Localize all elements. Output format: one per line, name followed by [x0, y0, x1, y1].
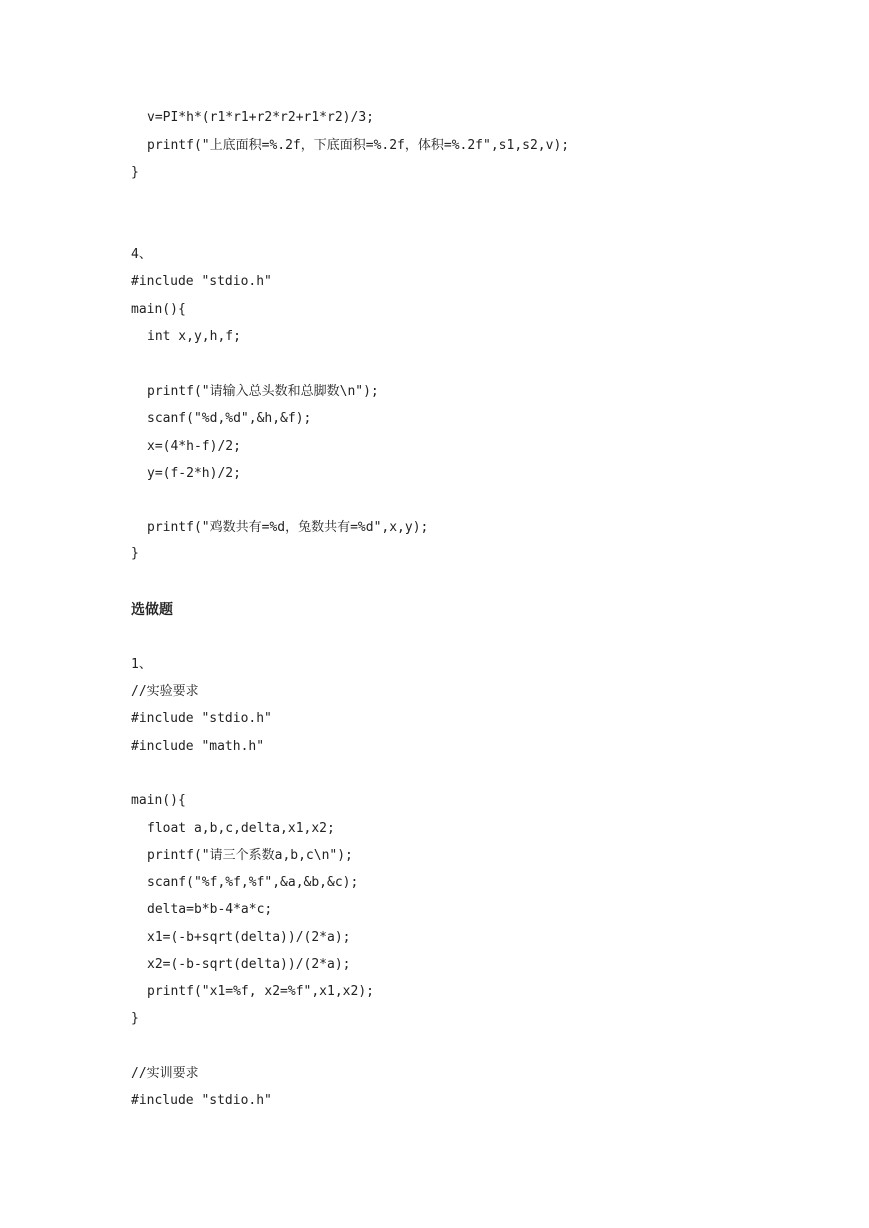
code-line: int x,y,h,f;: [147, 329, 241, 344]
code-line: printf("x1=%f, x2=%f",x1,x2);: [147, 984, 374, 999]
code-comment: //实验要求: [131, 684, 199, 699]
code-line: }: [131, 165, 139, 180]
section-label: 4、: [131, 247, 152, 262]
code-line: #include "stdio.h": [131, 1093, 272, 1108]
section-heading: 选做题: [131, 602, 173, 618]
section-label: 1、: [131, 657, 152, 672]
code-line: x2=(-b-sqrt(delta))/(2*a);: [147, 957, 351, 972]
code-line: x=(4*h-f)/2;: [147, 439, 241, 454]
code-line: y=(f-2*h)/2;: [147, 466, 241, 481]
code-line: main(){: [131, 793, 186, 808]
code-line: printf("请输入总头数和总脚数\n");: [147, 384, 379, 399]
code-line: float a,b,c,delta,x1,x2;: [147, 821, 335, 836]
code-line: printf("鸡数共有=%d，兔数共有=%d",x,y);: [147, 520, 429, 535]
code-line: #include "stdio.h": [131, 274, 272, 289]
code-line: #include "math.h": [131, 739, 265, 754]
code-line: main(){: [131, 302, 186, 317]
code-line: printf("请三个系数a,b,c\n");: [147, 848, 353, 863]
code-line: }: [131, 546, 139, 561]
code-line: v=PI*h*(r1*r1+r2*r2+r1*r2)/3;: [147, 110, 374, 125]
code-line: delta=b*b-4*a*c;: [147, 902, 273, 917]
code-line: }: [131, 1011, 139, 1026]
code-line: x1=(-b+sqrt(delta))/(2*a);: [147, 930, 351, 945]
code-line: scanf("%f,%f,%f",&a,&b,&c);: [147, 875, 359, 890]
code-line: scanf("%d,%d",&h,&f);: [147, 411, 312, 426]
code-comment: //实训要求: [131, 1066, 199, 1081]
code-line: #include "stdio.h": [131, 711, 272, 726]
code-line: printf("上底面积=%.2f，下底面积=%.2f，体积=%.2f",s1,s2,v);: [147, 138, 570, 153]
